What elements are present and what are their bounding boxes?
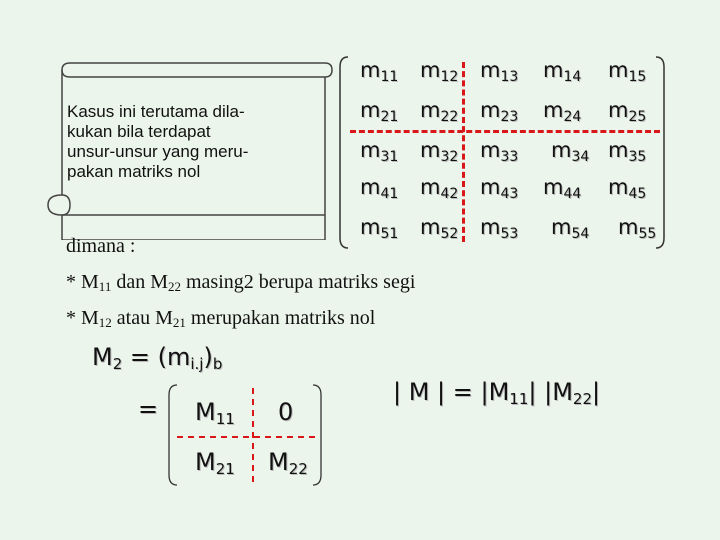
dimana-label: dimana : [66, 235, 136, 257]
matrix-cell-base: m [608, 138, 629, 162]
block-m22-sub: 22 [288, 460, 308, 478]
matrix-cell-sub: 25 [628, 109, 647, 125]
m2-def-c: ) [203, 343, 213, 371]
matrix-cell-4-2 [420, 175, 458, 202]
matrix-cell-2-1 [360, 98, 398, 125]
scroll-text-line-4: pakan matriks nol [67, 162, 201, 181]
matrix-cell-5-2 [420, 215, 458, 242]
matrix-cell-2-5 [608, 98, 646, 125]
block-m11-sub: 11 [215, 410, 235, 428]
matrix-cell-base: m [608, 58, 629, 82]
matrix-cell-base: m [543, 58, 564, 82]
matrix-cell-base: m [480, 58, 501, 82]
matrix-cell-3-1 [360, 138, 398, 165]
matrix-cell-base: m [420, 138, 441, 162]
det-a-sub: 11 [509, 390, 529, 408]
m2-equals: = [138, 395, 159, 423]
matrix-cell-sub: 55 [638, 226, 657, 242]
block-m22-base: M [268, 448, 289, 476]
matrix-cell-base: m [420, 215, 441, 239]
bullet-2 [66, 307, 375, 331]
matrix-cell-4-4 [543, 175, 581, 202]
det-b: | |M [528, 378, 573, 406]
matrix-cell-base: m [420, 98, 441, 122]
matrix-cell-sub: 11 [380, 69, 399, 85]
bullet-2-b: atau M [111, 307, 173, 329]
bullet-2-c: merupakan matriks nol [185, 307, 376, 329]
block-m22 [268, 448, 308, 478]
matrix-cell-2-2 [420, 98, 458, 125]
matrix-cell-base: m [480, 175, 501, 199]
matrix-cell-1-2 [420, 58, 458, 85]
bullet-1-b: dan M [111, 271, 168, 293]
matrix-cell-sub: 14 [563, 69, 582, 85]
bullet-2-a-sub: 12 [98, 315, 112, 330]
matrix-cell-sub: 33 [500, 149, 519, 165]
matrix-cell-2-3 [480, 98, 518, 125]
matrix-cell-base: m [420, 175, 441, 199]
bullet-1-a: * M [66, 271, 99, 293]
matrix-cell-sub: 23 [500, 109, 519, 125]
matrix-cell-base: m [420, 58, 441, 82]
block-m11-base: M [195, 398, 216, 426]
matrix-cell-base: m [480, 215, 501, 239]
matrix-cell-sub: 41 [380, 186, 399, 202]
matrix-cell-3-3 [480, 138, 518, 165]
m2-def-a-sub: 2 [112, 355, 123, 373]
matrix-cell-sub: 22 [440, 109, 459, 125]
matrix-cell-base: m [360, 215, 381, 239]
m2-def-b-sub: i.j [190, 355, 204, 373]
matrix-cell-sub: 21 [380, 109, 399, 125]
scroll-text-line-2: kukan bila terdapat [67, 122, 211, 141]
partition-vertical [462, 62, 465, 242]
matrix-cell-sub: 53 [500, 226, 519, 242]
partition-horizontal [350, 130, 660, 133]
matrix-cell-5-5 [618, 215, 656, 242]
matrix-cell-sub: 31 [380, 149, 399, 165]
m2-def-b: = (m [122, 343, 191, 371]
block-m11 [195, 398, 235, 428]
matrix-cell-base: m [480, 138, 501, 162]
m2-definition [92, 343, 222, 373]
matrix-cell-5-4 [551, 215, 589, 242]
matrix-cell-base: m [360, 58, 381, 82]
bullet-1-a-sub: 11 [98, 279, 112, 294]
matrix-cell-sub: 42 [440, 186, 459, 202]
bullet-1-c: masing2 berupa matriks segi [181, 271, 416, 293]
matrix-cell-4-5 [608, 175, 646, 202]
matrix-cell-sub: 54 [571, 226, 590, 242]
matrix-cell-5-3 [480, 215, 518, 242]
bullet-1-b-sub: 22 [168, 279, 181, 294]
matrix-cell-2-4 [543, 98, 581, 125]
matrix-cell-3-4 [551, 138, 589, 165]
matrix-cell-base: m [480, 98, 501, 122]
matrix-cell-sub: 35 [628, 149, 647, 165]
bullet-2-a: * M [66, 307, 99, 329]
matrix-cell-base: m [360, 175, 381, 199]
matrix-cell-base: m [543, 175, 564, 199]
matrix-cell-1-4 [543, 58, 581, 85]
matrix-cell-4-1 [360, 175, 398, 202]
matrix-cell-sub: 43 [500, 186, 519, 202]
bullet-2-b-sub: 21 [172, 315, 186, 330]
bullet-1 [66, 271, 415, 295]
block-m21-sub: 21 [215, 460, 235, 478]
determinant-formula [393, 378, 600, 408]
m2-def-a: M [92, 343, 113, 371]
matrix-cell-4-3 [480, 175, 518, 202]
block-m21-base: M [195, 448, 216, 476]
matrix-cell-sub: 45 [628, 186, 647, 202]
m2-def-c-sub: b [212, 355, 223, 373]
matrix-cell-sub: 51 [380, 226, 399, 242]
matrix-cell-1-3 [480, 58, 518, 85]
matrix-cell-sub: 34 [571, 149, 590, 165]
det-c: | [592, 378, 601, 406]
scroll-text-line-1: Kasus ini terutama dila- [67, 102, 245, 121]
matrix-cell-sub: 12 [440, 69, 459, 85]
block-zero: 0 [278, 398, 294, 426]
matrix-cell-sub: 52 [440, 226, 459, 242]
matrix-cell-1-1 [360, 58, 398, 85]
matrix-cell-sub: 24 [563, 109, 582, 125]
matrix-cell-sub: 32 [440, 149, 459, 165]
matrix-cell-base: m [551, 138, 572, 162]
matrix-cell-3-2 [420, 138, 458, 165]
matrix-cell-5-1 [360, 215, 398, 242]
matrix-cell-sub: 44 [563, 186, 582, 202]
matrix-cell-1-5 [608, 58, 646, 85]
matrix-cell-base: m [608, 98, 629, 122]
matrix-cell-3-5 [608, 138, 646, 165]
det-a: | M | = |M [393, 378, 510, 406]
det-b-sub: 22 [572, 390, 592, 408]
matrix-cell-sub: 15 [628, 69, 647, 85]
matrix-cell-base: m [618, 215, 639, 239]
matrix-cell-base: m [551, 215, 572, 239]
matrix-cell-base: m [360, 138, 381, 162]
matrix-cell-base: m [360, 98, 381, 122]
matrix-cell-base: m [543, 98, 564, 122]
matrix-cell-base: m [608, 175, 629, 199]
scroll-text-line-3: unsur-unsur yang meru- [67, 142, 249, 161]
matrix-cell-sub: 13 [500, 69, 519, 85]
block-m21 [195, 448, 235, 478]
